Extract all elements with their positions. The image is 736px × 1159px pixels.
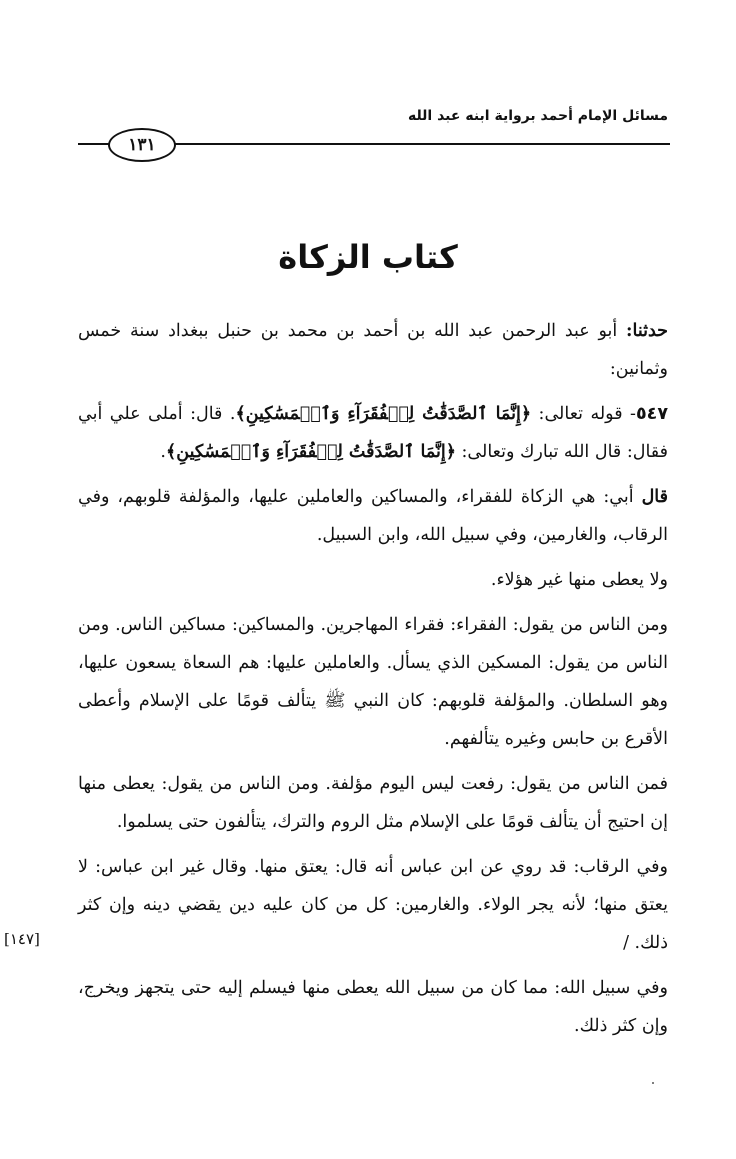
paragraph-masala-547 bbox=[78, 395, 668, 471]
chapter-title: كتاب الزكاة bbox=[278, 238, 458, 276]
paragraph-riqab: وفي الرقاب: قد روي عن ابن عباس أنه قال: يعتق منها. وقال غير ابن عباس: لا يعتق منها؛ لأنه يجر الولاء. والغارمين: كل من كان عليه دين يقضي دينه وإن كثر ذلك. / bbox=[78, 857, 668, 953]
body-text bbox=[78, 312, 668, 1052]
paragraph-text: ومن الناس من يقول: الفقراء: فقراء المهاجرين. والمساكين: مساكين الناس. ومن الناس من يقول: المسكين الذي يسأل. والعاملين عليها: هم السعاة يسعون عليها، وهو السلطان. والمؤلفة قلوبهم: كان النبي bbox=[78, 615, 668, 711]
manuscript-page-ref: [١٤٧] bbox=[4, 930, 40, 948]
paragraph-text: أبي: هي الزكاة للفقراء، والمساكين والعاملين عليها، والمؤلفة قلوبهم، وفي الرقاب، والغارمين، وفي سبيل الله، وابن السبيل. bbox=[78, 487, 668, 545]
lead-word: قال bbox=[641, 487, 668, 507]
paragraph-zakat-recipients bbox=[78, 478, 668, 554]
paragraph-text: - قوله تعالى: bbox=[531, 404, 636, 424]
paragraph-text: . bbox=[160, 442, 166, 462]
quran-verse: ﴿إِنَّمَا ٱلصَّدَقَٰتُ لِلۡفُقَرَآءِ وَٱلۡمَسَٰكِينِ﴾ bbox=[235, 404, 532, 424]
paragraph-no-others: ولا يعطى منها غير هؤلاء. bbox=[490, 570, 668, 590]
paragraph-sabil-allah: وفي سبيل الله: مما كان من سبيل الله يعطى منها فيسلم إليه حتى يتجهز ويخرج، وإن كثر ذلك. bbox=[78, 978, 668, 1036]
quran-verse: ﴿إِنَّمَا ٱلصَّدَقَٰتُ لِلۡفُقَرَآءِ وَٱلۡمَسَٰكِينِ﴾ bbox=[166, 442, 456, 462]
page-number: ١٣١ bbox=[108, 128, 176, 162]
lead-word: حدثنا: bbox=[626, 321, 668, 341]
running-header-title: مسائل الإمام أحمد برواية ابنه عبد الله bbox=[407, 108, 668, 124]
paragraph-text: . قال: أملى علي أبي فقال: قال الله تبارك وتعالى: bbox=[78, 404, 668, 462]
paragraph-definitions bbox=[78, 606, 668, 758]
print-speck bbox=[652, 1082, 654, 1084]
paragraph-text: أبو عبد الرحمن عبد الله بن أحمد بن محمد بن حنبل ببغداد سنة خمس وثمانين: bbox=[78, 321, 668, 379]
salawat-symbol: ﷺ bbox=[324, 691, 346, 711]
paragraph-text: يتألف قومًا على الإسلام وأعطى الأقرع بن حابس وغيره يتألفهم. bbox=[78, 691, 668, 749]
paragraph-isnad bbox=[78, 312, 668, 388]
paragraph-muallafa: فمن الناس من يقول: رفعت ليس اليوم مؤلفة. ومن الناس من يقول: يعطى منها إن احتيج أن يتألف قومًا على الإسلام مثل الروم والترك، يتألفون حتى يسلموا. bbox=[78, 774, 668, 832]
masala-number: ٥٤٧ bbox=[635, 404, 668, 424]
